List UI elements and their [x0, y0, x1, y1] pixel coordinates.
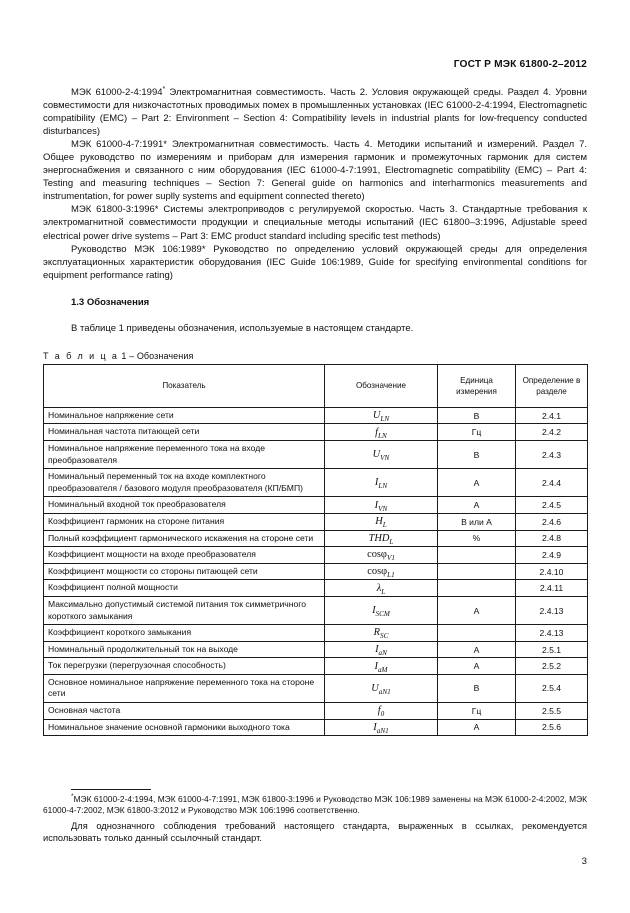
symbol-base: U [372, 449, 381, 461]
symbol-subscript: L [382, 521, 387, 530]
reference-description: Системы электроприводов с регулируемой скоростью. Часть 3. Стандартные требования к электромагнитной совместимости продукции и специальные методы испытаний (IEC 61800–3:1996, Adjustable speed electrical power drive systems – Part 3: EMC product standard including specific test methods) [43, 204, 587, 242]
table-row [44, 530, 588, 547]
cell-unit: % [438, 530, 516, 547]
cell-indicator: Номинальный переменный ток на входе комплектного преобразователя / базового модуля преобразователя (КП/БМП) [44, 469, 325, 497]
symbol-subscript: SC [379, 632, 389, 641]
cell-indicator: Полный коэффициент гармонического искажения на стороне сети [44, 530, 325, 547]
symbol-base: cosφ [367, 549, 387, 561]
cell-indicator: Коэффициент мощности со стороны питающей сети [44, 563, 325, 580]
footnote-marker: * [162, 85, 166, 93]
cell-symbol [325, 641, 438, 658]
cell-indicator: Номинальное значение основной гармоники выходного тока [44, 719, 325, 736]
symbol-base: THD [368, 532, 390, 544]
reference-paragraph-iec-61800-3 [43, 203, 587, 242]
cell-symbol [325, 674, 438, 702]
table-row [44, 497, 588, 514]
symbol-base: f [375, 426, 379, 438]
cell-section: 2.4.8 [516, 530, 588, 547]
table-intro-text: В таблице 1 приведены обозначения, используемые в настоящем стандарте. [71, 322, 414, 334]
cell-section: 2.4.13 [516, 625, 588, 642]
cell-indicator: Номинальная частота питающей сети [44, 424, 325, 441]
cell-symbol [325, 658, 438, 675]
cell-symbol [325, 424, 438, 441]
cell-symbol [325, 596, 438, 624]
footnote-marker: * [71, 793, 74, 801]
cell-section: 2.5.6 [516, 719, 588, 736]
symbol-subscript: L1 [387, 571, 395, 580]
symbol-subscript: LN [378, 482, 388, 491]
symbol-subscript: L [389, 537, 394, 546]
cell-symbol [325, 547, 438, 564]
reference-paragraph-iec-guide-106 [43, 243, 587, 282]
cell-symbol [325, 580, 438, 597]
cell-symbol [325, 440, 438, 468]
cell-unit: А [438, 596, 516, 624]
reference-description: Электромагнитная совместимость. Часть 4. Методики испытаний и измерений. Раздел 7. Общее руководство по измерениям и приборам для измерения гармоник и промежуточных гармоник для систем энергоснабжения и связанного с ним оборудования (IEC 61000-4-7:1991, Electromagnetic compatibility (EMC) – Part 4: Testing and measuring techniques – Section 7: General guide on harmonics and interharmonics measurements and instrumentation, for power suplly systems and equipment connected thereto) [43, 139, 587, 203]
table-header-row [44, 364, 588, 407]
cell-section: 2.5.2 [516, 658, 588, 675]
table-row [44, 658, 588, 675]
table-row [44, 547, 588, 564]
cell-section: 2.5.4 [516, 674, 588, 702]
footnote-replacement-note [43, 794, 587, 817]
cell-symbol [325, 407, 438, 424]
symbol-subscript: VN [378, 504, 388, 513]
cell-indicator: Коэффициент мощности на входе преобразователя [44, 547, 325, 564]
symbol-base: H [375, 516, 383, 528]
symbol-subscript: SCM [375, 610, 390, 619]
cell-section: 2.4.9 [516, 547, 588, 564]
symbol-base: λ [376, 582, 382, 594]
table-caption-rest: 1 – Обозначения [118, 350, 194, 361]
table-body [44, 407, 588, 735]
column-header-symbol: Обозначение [325, 364, 438, 407]
footnote-block [43, 789, 587, 845]
cell-unit [438, 547, 516, 564]
page-header-standard-title: ГОСТ Р МЭК 61800-2–2012 [453, 59, 587, 70]
symbol-base: cosφ [367, 566, 388, 578]
cell-indicator: Номинальный продолжительный ток на выходе [44, 641, 325, 658]
symbol-base: U [371, 682, 379, 694]
reference-paragraph-iec-61000-2-4 [43, 86, 587, 138]
footnote-text: МЭК 61000-2-4:1994, МЭК 61000-4-7:1991, МЭК 61800-3:1996 и Руководство МЭК 106:1989 заменены на МЭК 61000-2-4:2002, МЭК 61000-4-7:2002, МЭК 61800-3:2012 и Руководство МЭК 106:1996 соответственно. [43, 794, 587, 816]
reference-description: Руководство по определению условий окружающей среды для определения эксплуатационных характеристик оборудования (IEC Guide 106:1989, Guide for specifying environmental conditions for equipment performance rating) [43, 243, 587, 281]
symbol-subscript: V1 [386, 554, 395, 563]
symbol-base: I [375, 644, 379, 655]
cell-section: 2.5.1 [516, 641, 588, 658]
reference-title: Руководство МЭК 106:1989* [71, 243, 206, 255]
table-row [44, 563, 588, 580]
cell-indicator: Основная частота [44, 703, 325, 720]
symbols-table [43, 364, 588, 736]
symbol-subscript: VN [380, 454, 390, 463]
symbol-base: I [373, 721, 377, 733]
reference-title: МЭК 61800-3:1996* [71, 204, 159, 216]
table-row [44, 440, 588, 468]
cell-unit: В или А [438, 513, 516, 530]
table-row [44, 407, 588, 424]
symbol-subscript: aN [378, 649, 387, 658]
symbol-base: I [372, 605, 376, 617]
symbol-base: f [377, 705, 381, 717]
cell-section: 2.4.11 [516, 580, 588, 597]
cell-unit [438, 580, 516, 597]
cell-section: 2.4.4 [516, 469, 588, 497]
cell-indicator: Коэффициент полной мощности [44, 580, 325, 597]
footnote-separator-rule [71, 789, 151, 790]
symbol-subscript: 0 [380, 710, 385, 719]
column-header-section: Определение в разделе [516, 364, 588, 407]
symbol-subscript: LN [380, 415, 390, 424]
cell-section: 2.4.3 [516, 440, 588, 468]
cell-unit: А [438, 641, 516, 658]
cell-symbol [325, 530, 438, 547]
table-row [44, 703, 588, 720]
cell-unit [438, 625, 516, 642]
cell-indicator: Номинальное напряжение сети [44, 407, 325, 424]
table-row [44, 625, 588, 642]
cell-unit: В [438, 674, 516, 702]
symbol-base: I [374, 660, 378, 672]
column-header-indicator: Показатель [44, 364, 325, 407]
cell-section: 2.4.1 [516, 407, 588, 424]
cell-unit: Гц [438, 424, 516, 441]
symbol-base: I [374, 499, 379, 511]
table-row [44, 513, 588, 530]
cell-unit: А [438, 719, 516, 736]
column-header-unit: Единица измерения [438, 364, 516, 407]
symbol-base: U [372, 410, 381, 422]
table-row [44, 469, 588, 497]
reference-description: Электромагнитная совместимость. Часть 2. Условия окружающей среды. Раздел 4. Уровни совместимости для низкочастотных проводимых помех в промышленных установках (IEC 61000-2-4:1994, Electromagnetic compatibility (EMC) – Part 2: Environment – Section 4: Compatibility levels in industrial plants for low-frequency conducted disturbances) [43, 87, 587, 138]
symbol-subscript: L [381, 587, 386, 596]
symbol-subscript: aN1 [376, 727, 389, 736]
cell-indicator: Номинальное напряжение переменного тока на входе преобразователя [44, 440, 325, 468]
reference-title: МЭК 61000-4-7:1991* [71, 139, 167, 151]
cell-symbol [325, 513, 438, 530]
cell-symbol [325, 625, 438, 642]
reference-paragraph-iec-61000-4-7 [43, 138, 587, 203]
cell-section: 2.4.5 [516, 497, 588, 514]
reference-title: МЭК 61000-2-4:1994 [71, 87, 163, 98]
cell-unit: В [438, 440, 516, 468]
cell-symbol [325, 497, 438, 514]
table-row [44, 674, 588, 702]
section-heading-1-3: 1.3 Обозначения [71, 296, 150, 308]
table-caption [43, 351, 587, 361]
cell-unit: А [438, 658, 516, 675]
cell-unit: Гц [438, 703, 516, 720]
symbol-base: I [374, 477, 379, 489]
cell-section: 2.5.5 [516, 703, 588, 720]
cell-symbol [325, 469, 438, 497]
cell-indicator: Основное номинальное напряжение переменного тока на стороне сети [44, 674, 325, 702]
table-header-row-group [44, 364, 588, 407]
cell-section: 2.4.6 [516, 513, 588, 530]
cell-unit: А [438, 469, 516, 497]
cell-section: 2.4.2 [516, 424, 588, 441]
page-number: 3 [581, 856, 587, 867]
table-row [44, 424, 588, 441]
cell-section: 2.4.13 [516, 596, 588, 624]
table-row [44, 596, 588, 624]
cell-unit [438, 563, 516, 580]
table-row [44, 719, 588, 736]
symbol-subscript: aN1 [378, 688, 391, 697]
cell-indicator: Коэффициент гармоник на стороне питания [44, 513, 325, 530]
cell-unit: А [438, 497, 516, 514]
footnote-usage-note: Для однозначного соблюдения требований настоящего стандарта, выраженных в ссылках, рекомендуется использовать только данный ссылочный стандарт. [43, 820, 587, 844]
table-caption-prefix: Т а б л и ц а [43, 350, 119, 361]
cell-indicator: Максимально допустимый системой питания ток симметричного короткого замыкания [44, 596, 325, 624]
symbol-subscript: LN [378, 431, 387, 440]
cell-indicator: Номинальный входной ток преобразователя [44, 497, 325, 514]
document-body [43, 86, 587, 736]
cell-unit: В [438, 407, 516, 424]
cell-symbol [325, 703, 438, 720]
cell-indicator: Коэффициент короткого замыкания [44, 625, 325, 642]
symbol-subscript: aM [377, 665, 388, 674]
table-row [44, 641, 588, 658]
cell-indicator: Ток перегрузки (перегрузочная способность) [44, 658, 325, 675]
cell-symbol [325, 563, 438, 580]
symbol-base: R [373, 627, 380, 639]
cell-symbol [325, 719, 438, 736]
table-row [44, 580, 588, 597]
cell-section: 2.4.10 [516, 563, 588, 580]
